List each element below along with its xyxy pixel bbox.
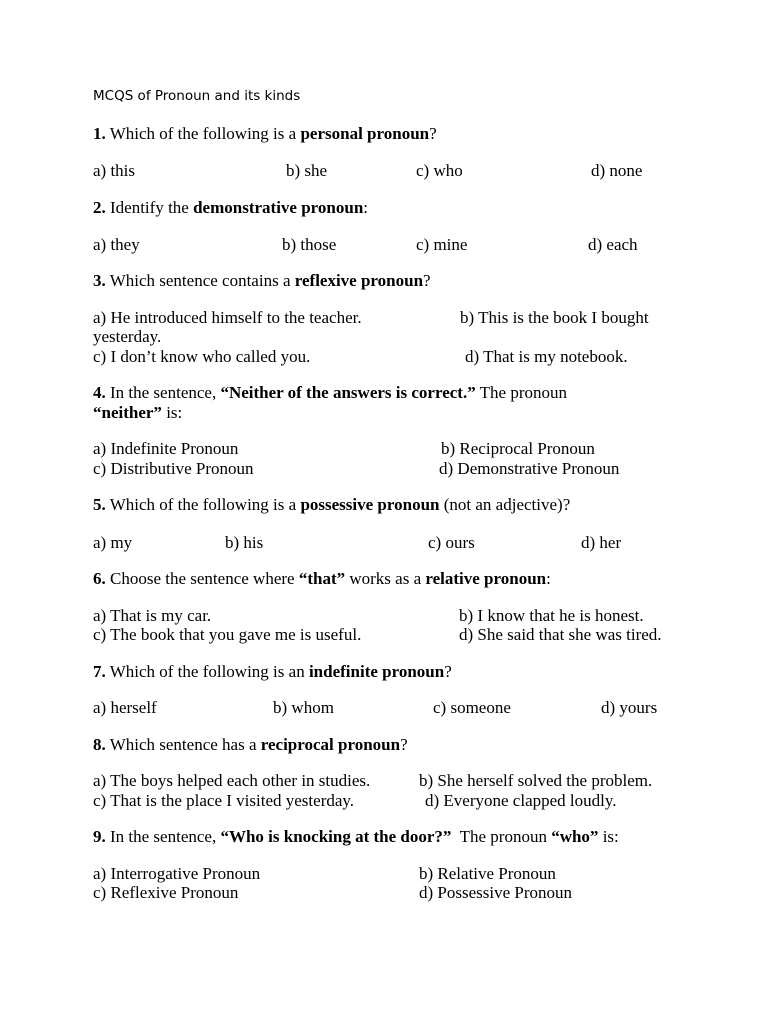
question-text: is: — [161, 403, 183, 422]
question-text: Identify the — [110, 198, 194, 217]
option-3c: c) I don’t know who called you. — [93, 347, 311, 366]
option-6a: a) That is my car. — [93, 606, 212, 625]
option-5d: d) her — [581, 533, 622, 552]
option-4a: a) Indefinite Pronoun — [93, 439, 239, 458]
option-7a: a) herself — [93, 698, 157, 717]
question-text: ? — [444, 662, 452, 681]
question-text: ? — [423, 271, 431, 290]
question-4-continued — [93, 403, 182, 423]
question-text: (not an adjective)? — [439, 495, 571, 514]
option-1c: c) who — [416, 161, 463, 180]
option-2c: c) mine — [416, 235, 468, 254]
question-number: 2. — [93, 198, 106, 217]
option-6b: b) I know that he is honest. — [459, 606, 644, 625]
question-text: In the sentence, — [110, 827, 221, 846]
question-keyword: reciprocal pronoun — [260, 735, 401, 754]
question-number: 6. — [93, 569, 106, 588]
option-7b: b) whom — [273, 698, 334, 717]
question-text: Which sentence contains a — [109, 271, 295, 290]
option-4b: b) Reciprocal Pronoun — [441, 439, 595, 458]
question-2 — [93, 198, 368, 218]
option-2d: d) each — [588, 235, 638, 254]
question-keyword: “neither” — [93, 403, 162, 422]
question-number: 5. — [93, 495, 106, 514]
question-text: Which sentence has a — [109, 735, 261, 754]
question-text: : — [546, 569, 551, 588]
question-keyword: relative pronoun — [425, 569, 547, 588]
question-keyword: reflexive pronoun — [294, 271, 424, 290]
option-9d: d) Possessive Pronoun — [419, 883, 573, 902]
option-9c: c) Reflexive Pronoun — [93, 883, 239, 902]
question-text: Which of the following is a — [109, 495, 301, 514]
question-quote: “Neither of the answers is correct.” — [220, 383, 476, 402]
document-heading: MCQS of Pronoun and its kinds — [93, 88, 301, 104]
option-3b-continued: yesterday. — [93, 327, 162, 346]
option-1d: d) none — [591, 161, 643, 180]
question-number: 1. — [93, 124, 106, 143]
option-4d: d) Demonstrative Pronoun — [439, 459, 620, 478]
question-text: Choose the sentence where — [110, 569, 299, 588]
question-number: 9. — [93, 827, 106, 846]
question-9 — [93, 827, 619, 847]
question-text: ? — [400, 735, 408, 754]
option-2a: a) they — [93, 235, 140, 254]
option-6c: c) The book that you gave me is useful. — [93, 625, 362, 644]
option-3d: d) That is my notebook. — [465, 347, 628, 366]
option-6d: d) She said that she was tired. — [459, 625, 662, 644]
option-8b: b) She herself solved the problem. — [419, 771, 653, 790]
question-1 — [93, 124, 437, 144]
question-quote: “Who is knocking at the door?” — [220, 827, 452, 846]
question-6 — [93, 569, 551, 589]
question-text: is: — [598, 827, 619, 846]
question-number: 3. — [93, 271, 106, 290]
option-2b: b) those — [282, 235, 337, 254]
question-text: The pronoun — [451, 827, 552, 846]
question-7 — [93, 662, 452, 682]
option-7d: d) yours — [601, 698, 658, 717]
question-text: Which of the following is an — [109, 662, 309, 681]
question-8 — [93, 735, 408, 755]
question-4 — [93, 383, 567, 403]
question-text: : — [363, 198, 369, 217]
option-1b: b) she — [286, 161, 328, 180]
question-text: In the sentence, — [110, 383, 221, 402]
option-8d: d) Everyone clapped loudly. — [425, 791, 617, 810]
option-8a: a) The boys helped each other in studies. — [93, 771, 371, 790]
question-keyword: demonstrative pronoun — [193, 198, 364, 217]
option-9b: b) Relative Pronoun — [419, 864, 556, 883]
question-keyword: personal pronoun — [300, 124, 430, 143]
question-5 — [93, 495, 570, 515]
question-text: The pronoun — [475, 383, 567, 402]
option-1a: a) this — [93, 161, 136, 180]
option-3b: b) This is the book I bought — [460, 308, 649, 327]
question-3 — [93, 271, 431, 291]
question-number: 4. — [93, 383, 106, 402]
question-number: 7. — [93, 662, 106, 681]
question-keyword: indefinite pronoun — [308, 662, 445, 681]
option-8c: c) That is the place I visited yesterday. — [93, 791, 355, 810]
option-5c: c) ours — [428, 533, 475, 552]
question-keyword: “who” — [551, 827, 599, 846]
option-5b: b) his — [225, 533, 264, 552]
option-9a: a) Interrogative Pronoun — [93, 864, 261, 883]
option-5a: a) my — [93, 533, 133, 552]
question-text: Which of the following is a — [109, 124, 301, 143]
option-4c: c) Distributive Pronoun — [93, 459, 254, 478]
option-3a: a) He introduced himself to the teacher. — [93, 308, 362, 327]
question-keyword: possessive pronoun — [300, 495, 440, 514]
question-text: ? — [429, 124, 437, 143]
question-number: 8. — [93, 735, 106, 754]
question-quote: “that” — [298, 569, 346, 588]
question-text: works as a — [345, 569, 426, 588]
option-7c: c) someone — [433, 698, 511, 717]
